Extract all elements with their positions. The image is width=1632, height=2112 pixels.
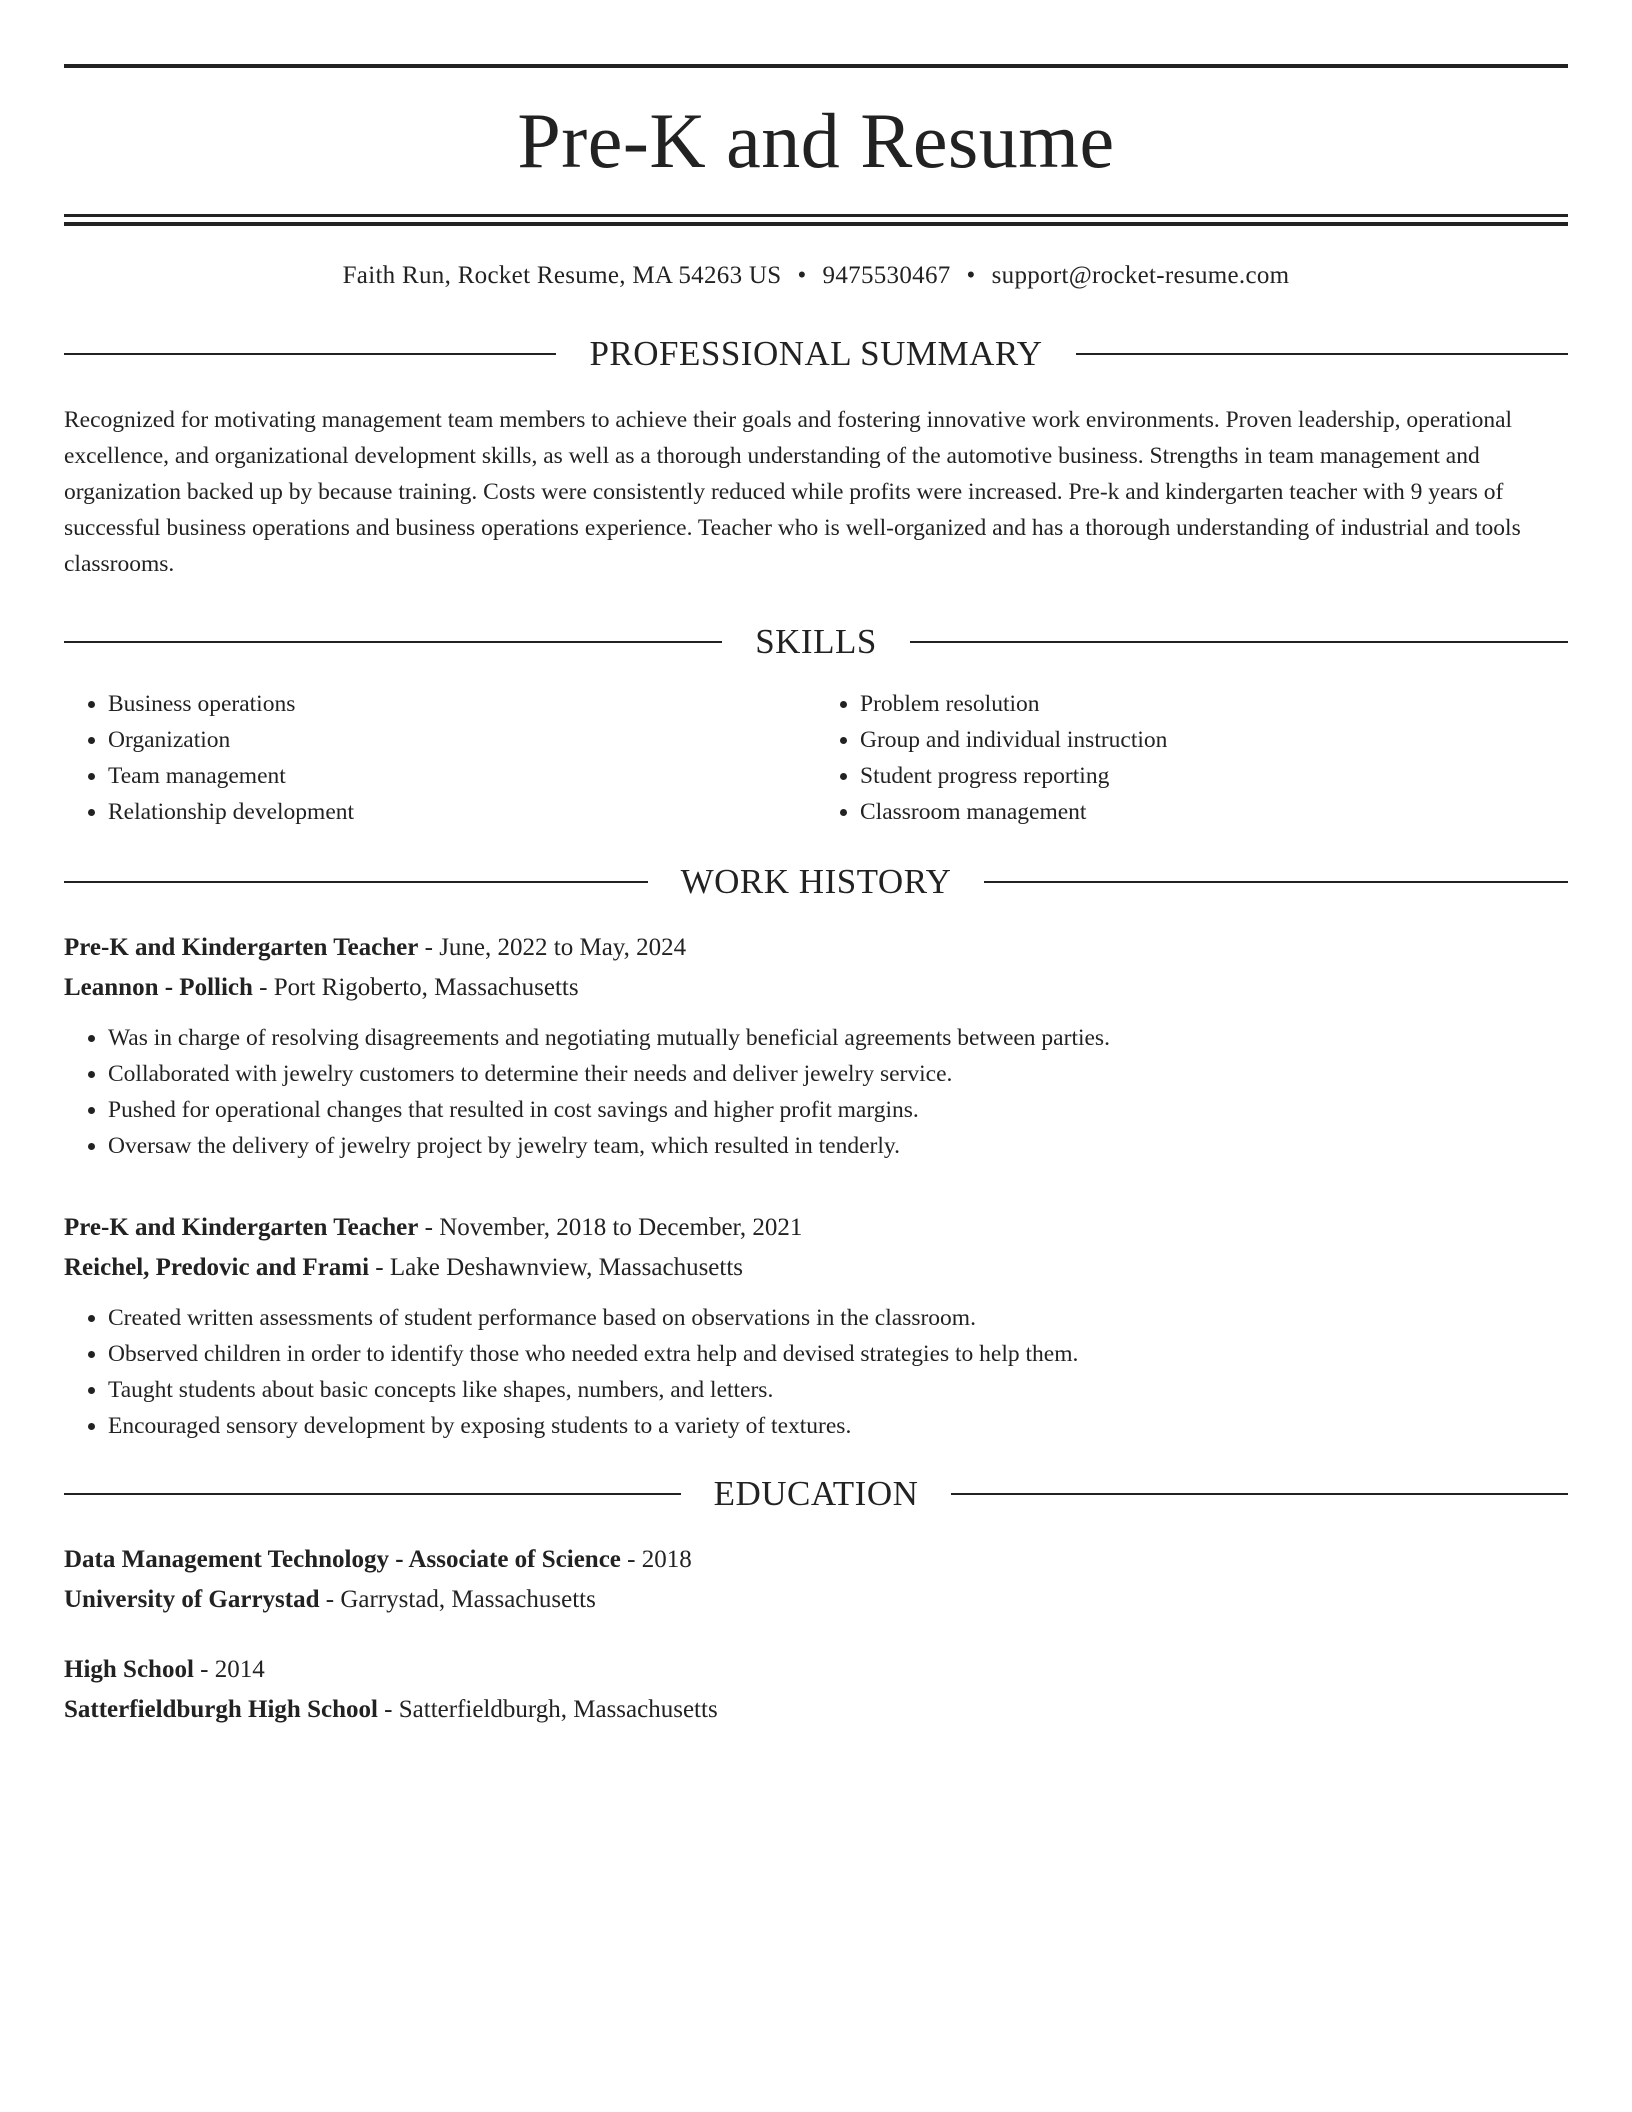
education-degree-line <box>64 1650 1568 1690</box>
summary-title: PROFESSIONAL SUMMARY <box>589 334 1043 373</box>
education-school-line <box>64 1690 1568 1730</box>
work-section-heading <box>64 862 1568 902</box>
summary-text: Recognized for motivating management team members to achieve their goals and fostering innovative work environments. Proven leadership, operational excellence, and organizational development skills, as well as a thorough understanding of the automotive business. Strengths in team management and organization backed up by because training. Costs were consistently reduced while profits were increased. Pre-k and kindergarten teacher with 9 years of successful business operations and business operations experience. Teacher who is well-organized and has a thorough understanding of industrial and tools classrooms. <box>64 407 1521 577</box>
education-degree: Data Management Technology - Associate of Science <box>64 1546 621 1573</box>
job-header <box>64 1208 1568 1248</box>
skill-item: • Classroom management <box>860 794 1568 830</box>
job-bullet: • Oversaw the delivery of jewelry project by jewelry team, which resulted in tenderly. <box>108 1128 1568 1164</box>
education-year: - 2014 <box>193 1656 265 1683</box>
education-location: - Garrystad, Massachusetts <box>319 1586 596 1613</box>
job-bullet: • Encouraged sensory development by exposing students to a variety of textures. <box>108 1408 1568 1444</box>
skill-item: • Business operations <box>108 686 816 722</box>
education-degree-line <box>64 1540 1568 1580</box>
education-location: - Satterfieldburgh, Massachusetts <box>377 1696 718 1723</box>
double-rule <box>64 214 1568 226</box>
job-entry <box>64 1208 1568 1444</box>
job-bullet: • Taught students about basic concepts like shapes, numbers, and letters. <box>108 1372 1568 1408</box>
heading-rule-left <box>64 881 648 883</box>
education-section-heading <box>64 1474 1568 1514</box>
heading-rule-right <box>1076 353 1568 355</box>
skill-item: • Problem resolution <box>860 686 1568 722</box>
resume-title: Pre-K and Resume <box>517 97 1115 184</box>
skills-list-right <box>816 686 1568 830</box>
education-degree: High School <box>64 1656 194 1683</box>
job-bullet: • Observed children in order to identify those who needed extra help and devised strategies to help them. <box>108 1336 1568 1372</box>
contact-separator: • <box>966 262 976 289</box>
contact-line <box>64 262 1568 290</box>
skill-item: • Student progress reporting <box>860 758 1568 794</box>
job-bullets <box>64 1020 1568 1164</box>
skill-item: • Relationship development <box>108 794 816 830</box>
education-school: University of Garrystad <box>64 1586 320 1613</box>
heading-rule-right <box>951 1493 1568 1495</box>
education-year: - 2018 <box>620 1546 692 1573</box>
contact-address: Faith Run, Rocket Resume, MA 54263 US <box>342 262 782 289</box>
heading-rule-right <box>984 881 1568 883</box>
job-employer: Leannon - Pollich <box>64 974 253 1001</box>
heading-rule-left <box>64 353 556 355</box>
job-bullet: • Created written assessments of student performance based on observations in the classroom. <box>108 1300 1568 1336</box>
job-bullet: • Pushed for operational changes that resulted in cost savings and higher profit margins. <box>108 1092 1568 1128</box>
job-location: - Lake Deshawnview, Massachusetts <box>369 1254 744 1281</box>
job-employer-line <box>64 1248 1568 1288</box>
job-role: Pre-K and Kindergarten Teacher <box>64 1214 419 1241</box>
skills-title: SKILLS <box>755 622 877 661</box>
education-entry <box>64 1650 1568 1730</box>
skill-item: • Group and individual instruction <box>860 722 1568 758</box>
heading-rule-left <box>64 641 722 643</box>
education-title: EDUCATION <box>713 1474 919 1513</box>
job-bullet: • Collaborated with jewelry customers to determine their needs and deliver jewelry service. <box>108 1056 1568 1092</box>
job-role: Pre-K and Kindergarten Teacher <box>64 934 419 961</box>
top-rule <box>64 64 1568 68</box>
education-entry <box>64 1540 1568 1620</box>
heading-rule-left <box>64 1493 681 1495</box>
skills-section-heading <box>64 622 1568 662</box>
summary-section-heading <box>64 334 1568 374</box>
job-employer-line <box>64 968 1568 1008</box>
job-bullets <box>64 1300 1568 1444</box>
education-school: Satterfieldburgh High School <box>64 1696 378 1723</box>
skills-columns <box>64 686 1568 830</box>
contact-email[interactable]: support@rocket-resume.com <box>991 262 1290 289</box>
heading-rule-right <box>910 641 1568 643</box>
education-school-line <box>64 1580 1568 1620</box>
job-bullet: • Was in charge of resolving disagreements and negotiating mutually beneficial agreements between parties. <box>108 1020 1568 1056</box>
skill-item: • Team management <box>108 758 816 794</box>
job-header <box>64 928 1568 968</box>
skill-item: • Organization <box>108 722 816 758</box>
work-title: WORK HISTORY <box>680 862 952 901</box>
job-location: - Port Rigoberto, Massachusetts <box>252 974 579 1001</box>
job-dates: - June, 2022 to May, 2024 <box>418 934 687 961</box>
job-entry <box>64 928 1568 1164</box>
contact-phone: 9475530467 <box>822 262 951 289</box>
job-dates: - November, 2018 to December, 2021 <box>418 1214 803 1241</box>
job-employer: Reichel, Predovic and Frami <box>64 1254 370 1281</box>
contact-separator: • <box>797 262 807 289</box>
skills-list-left <box>64 686 816 830</box>
